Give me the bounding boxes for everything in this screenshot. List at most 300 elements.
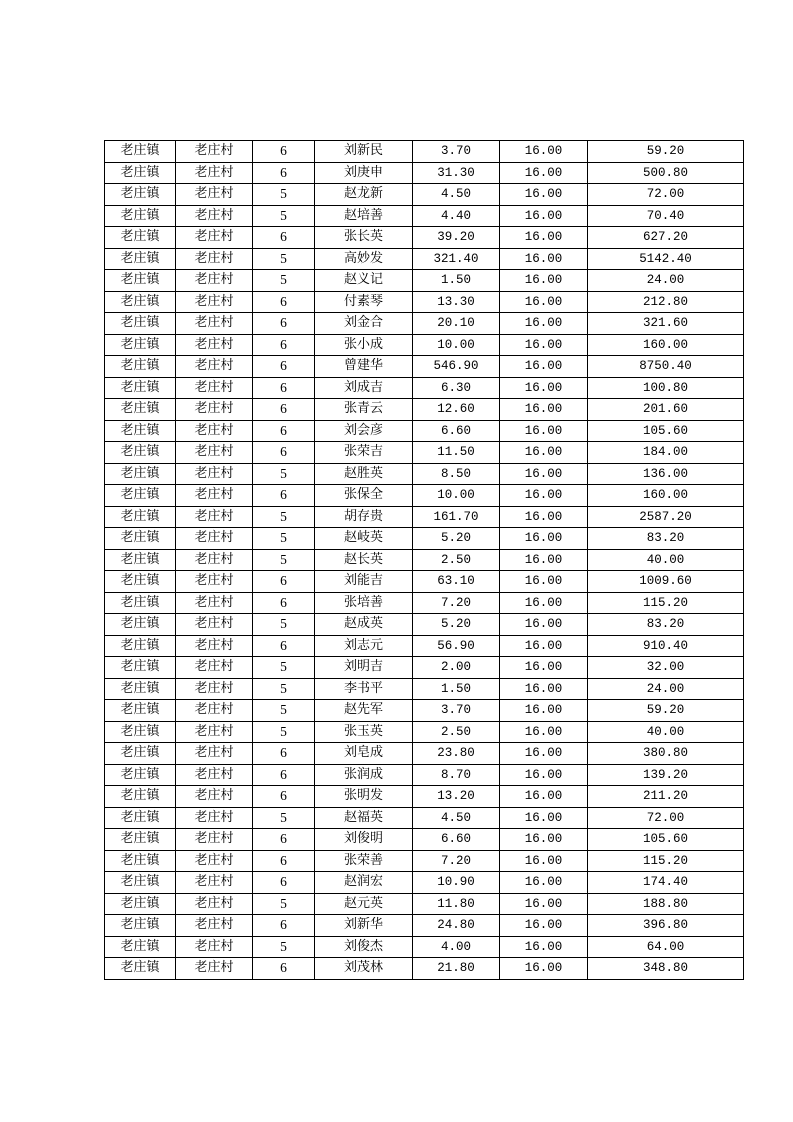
amount-cell: 24.00 xyxy=(588,678,744,700)
name-cell: 张润成 xyxy=(315,764,413,786)
amount-cell: 380.80 xyxy=(588,743,744,765)
amount-cell: 59.20 xyxy=(588,700,744,722)
town-cell: 老庄镇 xyxy=(105,936,176,958)
table-row xyxy=(105,248,744,270)
village-cell: 老庄村 xyxy=(176,270,253,292)
group-cell: 6 xyxy=(253,829,315,851)
amount-cell: 72.00 xyxy=(588,807,744,829)
name-cell: 刘庚申 xyxy=(315,162,413,184)
table-row xyxy=(105,829,744,851)
town-cell: 老庄镇 xyxy=(105,635,176,657)
area-cell: 4.00 xyxy=(413,936,500,958)
amount-cell: 70.40 xyxy=(588,205,744,227)
area-cell: 3.70 xyxy=(413,700,500,722)
rate-cell: 16.00 xyxy=(500,528,588,550)
table-row xyxy=(105,356,744,378)
town-cell: 老庄镇 xyxy=(105,248,176,270)
area-cell: 321.40 xyxy=(413,248,500,270)
area-cell: 546.90 xyxy=(413,356,500,378)
amount-cell: 910.40 xyxy=(588,635,744,657)
table-row xyxy=(105,227,744,249)
amount-cell: 201.60 xyxy=(588,399,744,421)
name-cell: 赵先军 xyxy=(315,700,413,722)
table-row xyxy=(105,850,744,872)
group-cell: 6 xyxy=(253,786,315,808)
group-cell: 6 xyxy=(253,850,315,872)
rate-cell: 16.00 xyxy=(500,270,588,292)
amount-cell: 139.20 xyxy=(588,764,744,786)
rate-cell: 16.00 xyxy=(500,356,588,378)
name-cell: 赵义记 xyxy=(315,270,413,292)
rate-cell: 16.00 xyxy=(500,893,588,915)
name-cell: 刘明吉 xyxy=(315,657,413,679)
group-cell: 5 xyxy=(253,721,315,743)
rate-cell: 16.00 xyxy=(500,807,588,829)
group-cell: 5 xyxy=(253,678,315,700)
area-cell: 20.10 xyxy=(413,313,500,335)
amount-cell: 5142.40 xyxy=(588,248,744,270)
village-cell: 老庄村 xyxy=(176,162,253,184)
table-row xyxy=(105,485,744,507)
group-cell: 5 xyxy=(253,528,315,550)
amount-cell: 136.00 xyxy=(588,463,744,485)
group-cell: 5 xyxy=(253,270,315,292)
name-cell: 张长英 xyxy=(315,227,413,249)
town-cell: 老庄镇 xyxy=(105,872,176,894)
town-cell: 老庄镇 xyxy=(105,743,176,765)
group-cell: 6 xyxy=(253,872,315,894)
town-cell: 老庄镇 xyxy=(105,528,176,550)
table-row xyxy=(105,334,744,356)
town-cell: 老庄镇 xyxy=(105,850,176,872)
rate-cell: 16.00 xyxy=(500,420,588,442)
data-table xyxy=(104,140,744,980)
village-cell: 老庄村 xyxy=(176,915,253,937)
village-cell: 老庄村 xyxy=(176,184,253,206)
area-cell: 24.80 xyxy=(413,915,500,937)
rate-cell: 16.00 xyxy=(500,141,588,163)
rate-cell: 16.00 xyxy=(500,786,588,808)
rate-cell: 16.00 xyxy=(500,549,588,571)
town-cell: 老庄镇 xyxy=(105,958,176,980)
town-cell: 老庄镇 xyxy=(105,893,176,915)
amount-cell: 321.60 xyxy=(588,313,744,335)
name-cell: 刘新民 xyxy=(315,141,413,163)
table-row xyxy=(105,786,744,808)
town-cell: 老庄镇 xyxy=(105,829,176,851)
amount-cell: 160.00 xyxy=(588,485,744,507)
town-cell: 老庄镇 xyxy=(105,162,176,184)
table-row xyxy=(105,162,744,184)
amount-cell: 211.20 xyxy=(588,786,744,808)
name-cell: 赵福英 xyxy=(315,807,413,829)
group-cell: 6 xyxy=(253,915,315,937)
town-cell: 老庄镇 xyxy=(105,700,176,722)
amount-cell: 348.80 xyxy=(588,958,744,980)
village-cell: 老庄村 xyxy=(176,141,253,163)
village-cell: 老庄村 xyxy=(176,764,253,786)
village-cell: 老庄村 xyxy=(176,377,253,399)
amount-cell: 105.60 xyxy=(588,420,744,442)
village-cell: 老庄村 xyxy=(176,700,253,722)
rate-cell: 16.00 xyxy=(500,313,588,335)
village-cell: 老庄村 xyxy=(176,678,253,700)
group-cell: 6 xyxy=(253,743,315,765)
area-cell: 39.20 xyxy=(413,227,500,249)
area-cell: 13.20 xyxy=(413,786,500,808)
rate-cell: 16.00 xyxy=(500,764,588,786)
table-row xyxy=(105,528,744,550)
table-row xyxy=(105,592,744,614)
name-cell: 赵元英 xyxy=(315,893,413,915)
group-cell: 5 xyxy=(253,248,315,270)
group-cell: 5 xyxy=(253,700,315,722)
group-cell: 6 xyxy=(253,227,315,249)
name-cell: 刘金合 xyxy=(315,313,413,335)
name-cell: 刘能吉 xyxy=(315,571,413,593)
name-cell: 胡存贵 xyxy=(315,506,413,528)
rate-cell: 16.00 xyxy=(500,248,588,270)
rate-cell: 16.00 xyxy=(500,614,588,636)
group-cell: 6 xyxy=(253,635,315,657)
town-cell: 老庄镇 xyxy=(105,678,176,700)
rate-cell: 16.00 xyxy=(500,485,588,507)
amount-cell: 184.00 xyxy=(588,442,744,464)
table-row xyxy=(105,893,744,915)
table-row xyxy=(105,678,744,700)
area-cell: 6.60 xyxy=(413,829,500,851)
rate-cell: 16.00 xyxy=(500,635,588,657)
village-cell: 老庄村 xyxy=(176,614,253,636)
name-cell: 赵岐英 xyxy=(315,528,413,550)
area-cell: 10.00 xyxy=(413,334,500,356)
village-cell: 老庄村 xyxy=(176,936,253,958)
name-cell: 刘俊明 xyxy=(315,829,413,851)
amount-cell: 72.00 xyxy=(588,184,744,206)
name-cell: 张培善 xyxy=(315,592,413,614)
village-cell: 老庄村 xyxy=(176,248,253,270)
amount-cell: 115.20 xyxy=(588,850,744,872)
rate-cell: 16.00 xyxy=(500,184,588,206)
table-row xyxy=(105,571,744,593)
rate-cell: 16.00 xyxy=(500,506,588,528)
table-row xyxy=(105,506,744,528)
table-row xyxy=(105,614,744,636)
table-row xyxy=(105,399,744,421)
village-cell: 老庄村 xyxy=(176,743,253,765)
rate-cell: 16.00 xyxy=(500,936,588,958)
name-cell: 张青云 xyxy=(315,399,413,421)
area-cell: 13.30 xyxy=(413,291,500,313)
name-cell: 李书平 xyxy=(315,678,413,700)
amount-cell: 40.00 xyxy=(588,549,744,571)
village-cell: 老庄村 xyxy=(176,291,253,313)
table-row xyxy=(105,313,744,335)
table-row xyxy=(105,184,744,206)
town-cell: 老庄镇 xyxy=(105,807,176,829)
village-cell: 老庄村 xyxy=(176,549,253,571)
village-cell: 老庄村 xyxy=(176,528,253,550)
area-cell: 12.60 xyxy=(413,399,500,421)
rate-cell: 16.00 xyxy=(500,850,588,872)
rate-cell: 16.00 xyxy=(500,442,588,464)
area-cell: 10.00 xyxy=(413,485,500,507)
group-cell: 6 xyxy=(253,313,315,335)
town-cell: 老庄镇 xyxy=(105,184,176,206)
town-cell: 老庄镇 xyxy=(105,571,176,593)
name-cell: 张保全 xyxy=(315,485,413,507)
group-cell: 5 xyxy=(253,463,315,485)
town-cell: 老庄镇 xyxy=(105,141,176,163)
group-cell: 5 xyxy=(253,657,315,679)
name-cell: 刘皂成 xyxy=(315,743,413,765)
area-cell: 31.30 xyxy=(413,162,500,184)
area-cell: 11.80 xyxy=(413,893,500,915)
table-row xyxy=(105,205,744,227)
amount-cell: 160.00 xyxy=(588,334,744,356)
group-cell: 5 xyxy=(253,184,315,206)
amount-cell: 2587.20 xyxy=(588,506,744,528)
area-cell: 161.70 xyxy=(413,506,500,528)
name-cell: 张荣吉 xyxy=(315,442,413,464)
name-cell: 赵成英 xyxy=(315,614,413,636)
table-row xyxy=(105,657,744,679)
table-row xyxy=(105,420,744,442)
amount-cell: 500.80 xyxy=(588,162,744,184)
village-cell: 老庄村 xyxy=(176,571,253,593)
village-cell: 老庄村 xyxy=(176,205,253,227)
name-cell: 刘成吉 xyxy=(315,377,413,399)
group-cell: 5 xyxy=(253,506,315,528)
table-row xyxy=(105,915,744,937)
rate-cell: 16.00 xyxy=(500,227,588,249)
amount-cell: 105.60 xyxy=(588,829,744,851)
town-cell: 老庄镇 xyxy=(105,442,176,464)
area-cell: 8.70 xyxy=(413,764,500,786)
village-cell: 老庄村 xyxy=(176,721,253,743)
town-cell: 老庄镇 xyxy=(105,377,176,399)
name-cell: 高妙发 xyxy=(315,248,413,270)
name-cell: 曾建华 xyxy=(315,356,413,378)
village-cell: 老庄村 xyxy=(176,657,253,679)
rate-cell: 16.00 xyxy=(500,721,588,743)
name-cell: 刘俊杰 xyxy=(315,936,413,958)
area-cell: 23.80 xyxy=(413,743,500,765)
amount-cell: 627.20 xyxy=(588,227,744,249)
group-cell: 5 xyxy=(253,807,315,829)
table-row xyxy=(105,635,744,657)
village-cell: 老庄村 xyxy=(176,485,253,507)
village-cell: 老庄村 xyxy=(176,399,253,421)
village-cell: 老庄村 xyxy=(176,506,253,528)
table-row xyxy=(105,807,744,829)
name-cell: 赵龙新 xyxy=(315,184,413,206)
rate-cell: 16.00 xyxy=(500,399,588,421)
table-row xyxy=(105,291,744,313)
town-cell: 老庄镇 xyxy=(105,506,176,528)
town-cell: 老庄镇 xyxy=(105,592,176,614)
table-row xyxy=(105,872,744,894)
rate-cell: 16.00 xyxy=(500,377,588,399)
name-cell: 张明发 xyxy=(315,786,413,808)
town-cell: 老庄镇 xyxy=(105,270,176,292)
group-cell: 5 xyxy=(253,893,315,915)
village-cell: 老庄村 xyxy=(176,807,253,829)
village-cell: 老庄村 xyxy=(176,463,253,485)
rate-cell: 16.00 xyxy=(500,700,588,722)
table-row xyxy=(105,958,744,980)
village-cell: 老庄村 xyxy=(176,442,253,464)
rate-cell: 16.00 xyxy=(500,205,588,227)
rate-cell: 16.00 xyxy=(500,463,588,485)
area-cell: 7.20 xyxy=(413,592,500,614)
area-cell: 21.80 xyxy=(413,958,500,980)
group-cell: 6 xyxy=(253,592,315,614)
area-cell: 4.40 xyxy=(413,205,500,227)
table-row xyxy=(105,549,744,571)
rate-cell: 16.00 xyxy=(500,915,588,937)
name-cell: 赵培善 xyxy=(315,205,413,227)
group-cell: 6 xyxy=(253,377,315,399)
town-cell: 老庄镇 xyxy=(105,485,176,507)
amount-cell: 100.80 xyxy=(588,377,744,399)
area-cell: 10.90 xyxy=(413,872,500,894)
group-cell: 6 xyxy=(253,442,315,464)
town-cell: 老庄镇 xyxy=(105,549,176,571)
rate-cell: 16.00 xyxy=(500,872,588,894)
group-cell: 6 xyxy=(253,141,315,163)
village-cell: 老庄村 xyxy=(176,420,253,442)
amount-cell: 59.20 xyxy=(588,141,744,163)
name-cell: 张小成 xyxy=(315,334,413,356)
area-cell: 2.50 xyxy=(413,549,500,571)
table-row xyxy=(105,141,744,163)
group-cell: 6 xyxy=(253,399,315,421)
table-row xyxy=(105,936,744,958)
group-cell: 5 xyxy=(253,936,315,958)
amount-cell: 83.20 xyxy=(588,614,744,636)
area-cell: 4.50 xyxy=(413,184,500,206)
name-cell: 刘茂林 xyxy=(315,958,413,980)
area-cell: 6.60 xyxy=(413,420,500,442)
rate-cell: 16.00 xyxy=(500,571,588,593)
rate-cell: 16.00 xyxy=(500,334,588,356)
group-cell: 5 xyxy=(253,614,315,636)
town-cell: 老庄镇 xyxy=(105,313,176,335)
table-body xyxy=(105,141,744,980)
group-cell: 6 xyxy=(253,291,315,313)
village-cell: 老庄村 xyxy=(176,227,253,249)
rate-cell: 16.00 xyxy=(500,291,588,313)
village-cell: 老庄村 xyxy=(176,958,253,980)
name-cell: 刘志元 xyxy=(315,635,413,657)
village-cell: 老庄村 xyxy=(176,872,253,894)
town-cell: 老庄镇 xyxy=(105,291,176,313)
town-cell: 老庄镇 xyxy=(105,399,176,421)
town-cell: 老庄镇 xyxy=(105,227,176,249)
group-cell: 6 xyxy=(253,356,315,378)
rate-cell: 16.00 xyxy=(500,829,588,851)
town-cell: 老庄镇 xyxy=(105,614,176,636)
group-cell: 6 xyxy=(253,420,315,442)
village-cell: 老庄村 xyxy=(176,850,253,872)
village-cell: 老庄村 xyxy=(176,592,253,614)
amount-cell: 115.20 xyxy=(588,592,744,614)
table-row xyxy=(105,377,744,399)
table-row xyxy=(105,721,744,743)
data-sheet xyxy=(104,140,744,980)
amount-cell: 32.00 xyxy=(588,657,744,679)
area-cell: 1.50 xyxy=(413,678,500,700)
name-cell: 张玉英 xyxy=(315,721,413,743)
area-cell: 5.20 xyxy=(413,614,500,636)
village-cell: 老庄村 xyxy=(176,313,253,335)
name-cell: 刘会彦 xyxy=(315,420,413,442)
group-cell: 5 xyxy=(253,549,315,571)
amount-cell: 174.40 xyxy=(588,872,744,894)
area-cell: 6.30 xyxy=(413,377,500,399)
rate-cell: 16.00 xyxy=(500,592,588,614)
group-cell: 6 xyxy=(253,571,315,593)
town-cell: 老庄镇 xyxy=(105,334,176,356)
town-cell: 老庄镇 xyxy=(105,420,176,442)
amount-cell: 212.80 xyxy=(588,291,744,313)
name-cell: 刘新华 xyxy=(315,915,413,937)
amount-cell: 188.80 xyxy=(588,893,744,915)
area-cell: 7.20 xyxy=(413,850,500,872)
area-cell: 56.90 xyxy=(413,635,500,657)
area-cell: 5.20 xyxy=(413,528,500,550)
name-cell: 付素琴 xyxy=(315,291,413,313)
name-cell: 赵长英 xyxy=(315,549,413,571)
village-cell: 老庄村 xyxy=(176,893,253,915)
town-cell: 老庄镇 xyxy=(105,915,176,937)
rate-cell: 16.00 xyxy=(500,743,588,765)
table-row xyxy=(105,442,744,464)
rate-cell: 16.00 xyxy=(500,162,588,184)
area-cell: 1.50 xyxy=(413,270,500,292)
name-cell: 赵胜英 xyxy=(315,463,413,485)
area-cell: 3.70 xyxy=(413,141,500,163)
table-row xyxy=(105,764,744,786)
group-cell: 6 xyxy=(253,162,315,184)
group-cell: 6 xyxy=(253,764,315,786)
name-cell: 张荣善 xyxy=(315,850,413,872)
area-cell: 2.00 xyxy=(413,657,500,679)
village-cell: 老庄村 xyxy=(176,334,253,356)
group-cell: 6 xyxy=(253,958,315,980)
town-cell: 老庄镇 xyxy=(105,463,176,485)
group-cell: 6 xyxy=(253,334,315,356)
amount-cell: 83.20 xyxy=(588,528,744,550)
area-cell: 2.50 xyxy=(413,721,500,743)
table-row xyxy=(105,463,744,485)
town-cell: 老庄镇 xyxy=(105,721,176,743)
town-cell: 老庄镇 xyxy=(105,205,176,227)
village-cell: 老庄村 xyxy=(176,829,253,851)
town-cell: 老庄镇 xyxy=(105,786,176,808)
amount-cell: 8750.40 xyxy=(588,356,744,378)
amount-cell: 64.00 xyxy=(588,936,744,958)
rate-cell: 16.00 xyxy=(500,657,588,679)
village-cell: 老庄村 xyxy=(176,786,253,808)
area-cell: 63.10 xyxy=(413,571,500,593)
village-cell: 老庄村 xyxy=(176,356,253,378)
area-cell: 8.50 xyxy=(413,463,500,485)
amount-cell: 396.80 xyxy=(588,915,744,937)
area-cell: 4.50 xyxy=(413,807,500,829)
name-cell: 赵润宏 xyxy=(315,872,413,894)
